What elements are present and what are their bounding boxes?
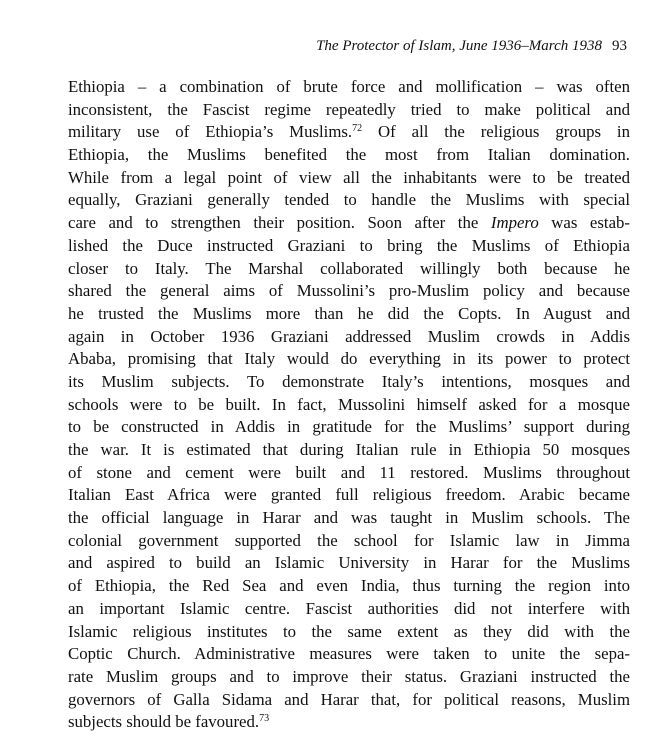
text-line: again in October 1936 Graziani addressed Muslim crowds in Addis <box>68 326 630 346</box>
text-line: equally, Graziani generally tended to handle the Muslims with special <box>68 190 630 210</box>
footnote-ref-72: 72 <box>352 123 363 135</box>
text-line: an important Islamic centre. Fascist authorities did not interfere with <box>68 598 630 618</box>
text-line: and aspired to build an Islamic University in Harar for the Muslims <box>68 553 630 573</box>
page-number: 93 <box>612 38 627 54</box>
italic-term: Impero <box>490 213 539 233</box>
text-line: closer to Italy. The Marshal collaborated willingly both because he <box>68 258 630 278</box>
running-head <box>316 37 627 55</box>
text-segment: was estab- <box>538 213 631 233</box>
text-line: shared the general aims of Mussolini’s pro-Muslim policy and because <box>68 281 630 301</box>
text-segment: care and to strengthen their position. Soon after the <box>68 213 479 233</box>
text-line: rate Muslim groups and to improve their status. Graziani instructed the <box>68 666 630 686</box>
text-line: lished the Duce instructed Graziani to bring the Muslims of Ethiopia <box>68 235 630 255</box>
footnote-ref-73: 73 <box>259 713 270 725</box>
text-line: to be constructed in Addis in gratitude for the Muslims’ support during <box>68 417 630 437</box>
text-line <box>68 212 630 235</box>
text-line: Coptic Church. Administrative measures were taken to unite the sepa- <box>68 644 630 664</box>
text-line: Ethiopia, the Muslims benefited the most from Italian domination. <box>68 145 630 165</box>
text-line: schools were to be built. In fact, Mussolini himself asked for a mosque <box>68 394 630 414</box>
text-line <box>68 711 630 734</box>
text-segment: Of all the religious groups in <box>362 122 630 142</box>
body-paragraph <box>68 76 630 734</box>
text-line: colonial government supported the school for Islamic law in Jimma <box>68 530 630 550</box>
text-line: its Muslim subjects. To demonstrate Italy’s intentions, mosques and <box>68 371 630 391</box>
text-line: of stone and cement were built and 11 restored. Muslims throughout <box>68 462 630 482</box>
text-line: inconsistent, the Fascist regime repeatedly tried to make political and <box>68 99 630 119</box>
text-line: of Ethiopia, the Red Sea and even India, thus turning the region into <box>68 576 630 596</box>
text-line: the official language in Harar and was taught in Muslim schools. The <box>68 508 630 528</box>
text-line: Islamic religious institutes to the same extent as they did with the <box>68 621 630 641</box>
text-segment: subjects should be favoured. <box>68 712 260 732</box>
text-line: Ababa, promising that Italy would do everything in its power to protect <box>68 349 630 369</box>
text-segment: military use of Ethiopia’s Muslims. <box>68 122 353 142</box>
text-line: Italian East Africa were granted full religious freedom. Arabic became <box>68 485 630 505</box>
text-line: Ethiopia – a combination of brute force and mollification – was often <box>68 77 630 96</box>
text-line: the war. It is estimated that during Italian rule in Ethiopia 50 mosques <box>68 440 630 459</box>
text-line: governors of Galla Sidama and Harar that, for political reasons, Muslim <box>68 689 630 709</box>
running-title: The Protector of Islam, June 1936–March 1938 <box>316 38 602 54</box>
text-line <box>68 121 630 144</box>
text-line: While from a legal point of view all the inhabitants were to be treated <box>68 167 630 187</box>
text-line: he trusted the Muslims more than he did the Copts. In August and <box>68 303 630 323</box>
